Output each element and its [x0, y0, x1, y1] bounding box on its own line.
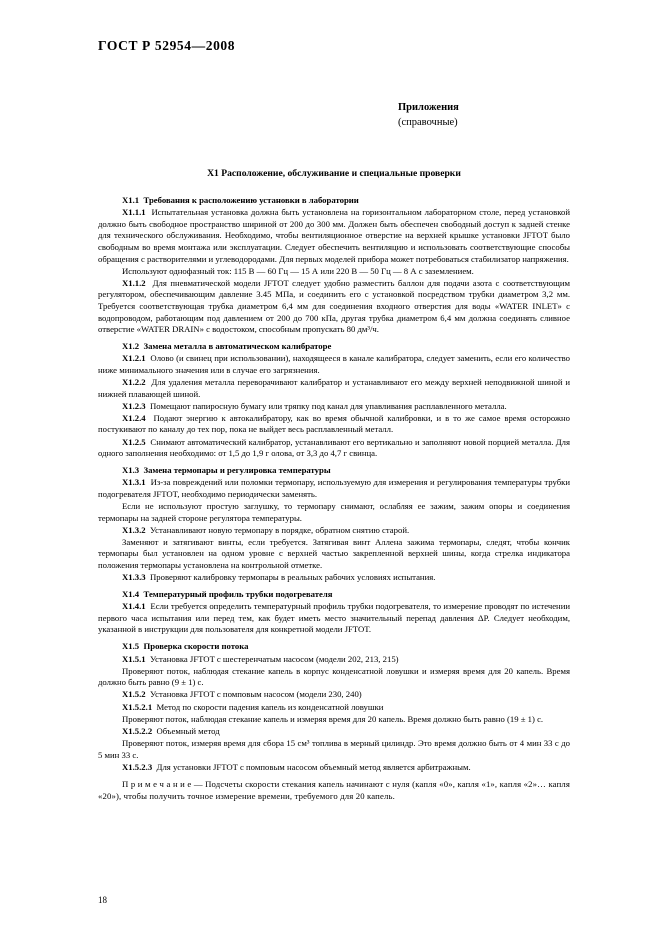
body-paragraph: [98, 702, 570, 714]
clause-number: X1.4.1: [122, 601, 146, 612]
body-paragraph: [98, 525, 570, 537]
clause-text: Замена металла в автоматическом калибраторе: [143, 340, 332, 351]
clause-number: X1.5.2.3: [122, 761, 153, 772]
section-heading: [98, 641, 570, 653]
body-paragraph: [98, 377, 570, 400]
clause-number: X1.3.1: [122, 477, 146, 488]
clause-text: Для установки JFTOT с помповым насосом объемный метод является арбитражным.: [156, 761, 471, 772]
clause-text: Требования к расположению установки в лаборатории: [143, 194, 359, 205]
clause-text: Замена термопары и регулировка температуры: [143, 464, 331, 475]
clause-number: X1.3: [122, 464, 140, 475]
body-paragraph: [98, 654, 570, 666]
clause-number: X1.2.5: [122, 436, 146, 447]
appendix-sub: (справочные): [398, 117, 458, 129]
clause-number: X1.2.4: [122, 412, 146, 423]
clause-number: X1.2.1: [122, 353, 146, 364]
body-paragraph: [98, 726, 570, 738]
clause-number: X1.1: [122, 194, 140, 205]
clause-text: Установка JFTOT с шестеренчатым насосом (модели 202, 213, 215): [150, 653, 399, 664]
clause-number: X1.5: [122, 640, 140, 651]
body-paragraph: [98, 353, 570, 376]
clause-text: Снимают автоматический калибратор, устанавливают его вертикально и заполняют новой порцией металла. Для одного заполнения необходимо: от 1,5 до 1,9 г олова, от 3,3 до 4,7 г свинца.: [98, 436, 570, 459]
clause-text: Проверка скорости потока: [143, 640, 249, 651]
clause-text: Олово (и свинец при использовании), находящееся в канале калибратора, следует заменить, если его количество ниже минимального значения или в случае его загрязнения.: [98, 353, 571, 375]
clause-text: Температурный профиль трубки подогревателя: [143, 588, 333, 599]
note-paragraph: П р и м е ч а н и е — Подсчеты скорости стекания капель начинают с нуля (капля «0», капля «1», капля «2»… капля «20»), чтобы получить точное измерение времени, требуемого для 20 капель.: [98, 779, 570, 801]
body-paragraph: [98, 501, 570, 524]
body-paragraph: [98, 278, 570, 336]
clause-text: Метод по скорости падения капель из конденсатной ловушки: [156, 701, 384, 712]
body-paragraph: [98, 714, 570, 726]
clause-number: X1.3.3: [122, 572, 146, 583]
section-title: X1 Расположение, обслуживание и специальные проверки: [207, 168, 461, 179]
clause-number: X1.5.1: [122, 653, 146, 664]
clause-text: Если требуется определить температурный профиль трубки подогревателя, то измерение проводят по истечении первого часа испытания или перед тем, как будет иметь место значительный перепад давления ΔP. Следует необходим, указанной в инструкции для пользователя для конкретной модели JFTOT.: [98, 601, 571, 635]
clause-number: X1.2.3: [122, 400, 146, 411]
clause-text: Проверяют поток, наблюдая стекание капель в корпус конденсатной ловушки и измеряя время для 20 капель. Время должно быть равно (9 ± 1) с.: [98, 665, 570, 688]
clause-number: X1.1.1: [122, 207, 146, 218]
clause-text: Проверяют калибровку термопары в реальных рабочих условиях испытания.: [150, 572, 436, 583]
clause-text: Из-за повреждений или поломки термопару, используемую для измерения и регулирования температуры трубки подогревателя JFTOT, необходимо периодически заменять.: [98, 477, 570, 499]
section-heading: [98, 589, 570, 601]
document-body: [98, 168, 570, 803]
clause-text: Подают энергию к автокалибратору, как во время обычной калибровки, и в то же самое время осторожно постукивают по каналу до тех пор, пока не выйдет весь расплавленный металл.: [98, 412, 570, 435]
appendix-block: [398, 100, 459, 130]
body-paragraph: [98, 266, 570, 278]
body-paragraph: [98, 572, 570, 584]
body-paragraph: [98, 413, 570, 436]
clause-text: Проверяют поток, измеряя время для сбора 15 см³ топлива в мерный цилиндр. Это время должно быть от 4 мин 33 с до 5 мин 33 с.: [98, 738, 570, 760]
body-paragraph: [98, 477, 570, 500]
clause-number: X1.5.2.1: [122, 701, 153, 712]
clause-text: Объемный метод: [156, 725, 220, 736]
paragraph-list: [98, 195, 570, 774]
body-paragraph: [98, 689, 570, 701]
clause-text: Для пневматической модели JFTOT следует удобно разместить баллон для подачи азота с соответствующим регулятором, обеспечивающим давление 3.45 МПа, и соединить его с установкой посредством трубки диаметром 3,2 мм. Требуется соответствующая трубка диаметром 6,4 мм для соединения входного отверстия для воды «WATER INLET» с водопроводом, работающим под давлением от 200 до 700 кПа, другая трубка диаметром 6,4 мм должна соединять сливное отверстие «WATER DRAIN» с водостоком, способным пропускать 80 дм³/ч.: [98, 277, 570, 335]
section-heading: [98, 465, 570, 477]
body-paragraph: [98, 601, 570, 636]
body-paragraph: [98, 401, 570, 413]
clause-text: Устанавливают новую термопару в порядке, обратном снятию старой.: [150, 524, 410, 535]
clause-number: X1.2: [122, 340, 140, 351]
appendix-label: Приложения: [398, 102, 459, 113]
clause-number: X1.5.2.2: [122, 725, 153, 736]
clause-text: Если не используют простую заглушку, то термопару снимают, ослабляя ее зажим, зажим опоры и соединения термопары на задней стороне регулятора температуры.: [98, 500, 570, 523]
clause-text: Установка JFTOT с помповым насосом (модели 230, 240): [150, 689, 362, 700]
clause-text: Используют однофазный ток: 115 В — 60 Гц — 15 А или 220 В — 50 Гц — 8 А с заземлением.: [122, 265, 474, 276]
body-paragraph: [98, 537, 570, 572]
section-heading: [98, 341, 570, 353]
page-number: 18: [98, 895, 107, 905]
clause-text: Испытательная установка должна быть установлена на горизонтальном лабораторном столе, перед установкой должно быть свободное пространство шириной от 200 до 300 мм. Должен быть обеспечен свободный доступ к задней стенке для технического обслуживания. Необходимо, чтобы вентиляционное отверстие на верхней крышке установки JFTOT было свободным во время монтажа или эксплуатации. Следует обеспечить вентиляцию и использовать соответствующие способы обращения с растворителями и углеводородами. Для первых моделей прибора может потребоваться стабилизатор напряжения.: [98, 207, 571, 264]
section-heading: [98, 195, 570, 207]
clause-number: X1.1.2: [122, 277, 146, 288]
clause-number: X1.5.2: [122, 689, 146, 700]
clause-number: X1.4: [122, 588, 140, 599]
body-paragraph: [98, 738, 570, 761]
clause-text: Для удаления металла переворачивают калибратор и устанавливают его между верхней неподвижной шиной и нижней плавающей шиной.: [98, 376, 571, 399]
clause-text: Заменяют и затягивают винты, если требуется. Затягивая винт Аллена зажима термопары, следят, чтобы кончик термопары был установлен на одном уровне с верхней частью закрепленной верхней шины, когда стрелка индикатора положения термопары установлена на контрольной отметке.: [98, 536, 570, 570]
body-paragraph: [98, 207, 570, 265]
body-paragraph: [98, 762, 570, 774]
clause-text: Проверяют поток, наблюдая стекание капель и измеряя время для 20 капель. Время должно быть равно (19 ± 1) с.: [122, 713, 544, 724]
clause-number: X1.3.2: [122, 524, 146, 535]
clause-number: X1.2.2: [122, 376, 146, 387]
body-paragraph: [98, 666, 570, 689]
page-header: ГОСТ Р 52954—2008: [98, 38, 236, 53]
clause-text: Помещают папиросную бумагу или тряпку под канал для упавливания расплавленного металла.: [150, 400, 507, 411]
body-paragraph: [98, 437, 570, 460]
